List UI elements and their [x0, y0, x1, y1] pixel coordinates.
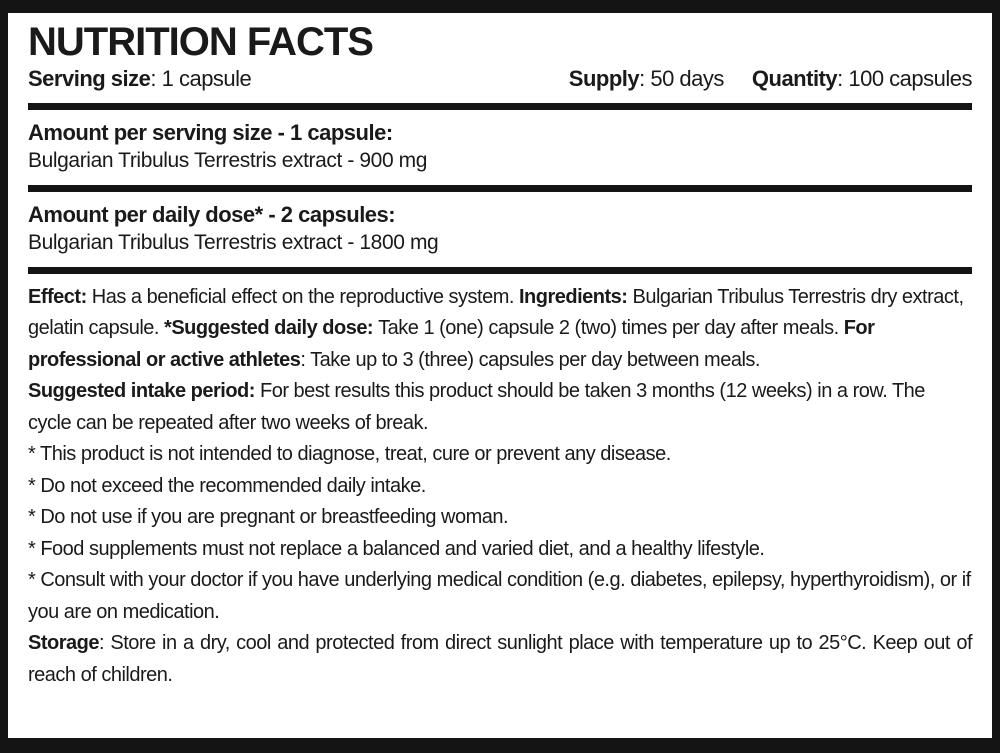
quantity-label: Quantity	[751, 66, 838, 91]
amount-per-serving-section	[28, 118, 972, 176]
divider	[28, 185, 972, 192]
supply-value: : 50 days	[639, 66, 724, 91]
quantity-field	[752, 65, 972, 94]
body-paragraph: Suggested intake period: For best results this product should be taken 3 months (12 weeks) in a row. The cycle can be repeated after two weeks of break.	[28, 380, 925, 434]
divider	[28, 103, 972, 110]
divider	[28, 267, 972, 274]
serving-size-value: : 1 capsule	[150, 66, 252, 91]
body-paragraph: Storage: Store in a dry, cool and protected from direct sunlight place with temperature up to 25°C. Keep out of reach of children.	[28, 632, 972, 686]
amount-per-daily-dose-value: Bulgarian Tribulus Terrestris extract - 1800 mg	[28, 231, 439, 255]
header-row	[28, 65, 972, 94]
body-text	[28, 282, 972, 692]
amount-per-daily-dose-section	[28, 200, 972, 258]
serving-size-label: Serving size	[28, 66, 151, 91]
amount-per-serving-value: Bulgarian Tribulus Terrestris extract - 900 mg	[28, 149, 428, 173]
supply-label: Supply	[568, 66, 640, 91]
label-title: NUTRITION FACTS	[28, 20, 373, 64]
body-paragraph: Effect: Has a beneficial effect on the reproductive system. Ingredients: Bulgarian Tribulus Terrestris dry extract, gelatin capsule. *Suggested daily dose: Take 1 (one) capsule 2 (two) times per day after meals. For professional or active athletes: Take up to 3 (three) capsules per day between meals.	[28, 285, 964, 371]
supply-field	[569, 65, 724, 94]
body-paragraph: * This product is not intended to diagnose, treat, cure or prevent any disease.	[28, 443, 671, 466]
body-paragraph: * Consult with your doctor if you have underlying medical condition (e.g. diabetes, epilepsy, hyperthyroidism), or if you are on medication.	[28, 569, 971, 623]
body-paragraph: * Do not exceed the recommended daily intake.	[28, 474, 426, 497]
header-right-group	[569, 65, 972, 94]
amount-per-daily-dose-heading: Amount per daily dose* - 2 capsules:	[28, 201, 396, 227]
body-paragraph: * Do not use if you are pregnant or breastfeeding woman.	[28, 506, 509, 529]
quantity-value: : 100 capsules	[837, 66, 972, 91]
serving-size-field	[28, 65, 251, 94]
body-paragraph: * Food supplements must not replace a balanced and varied diet, and a healthy lifestyle.	[28, 537, 765, 560]
amount-per-serving-heading: Amount per serving size - 1 capsule:	[28, 119, 393, 145]
